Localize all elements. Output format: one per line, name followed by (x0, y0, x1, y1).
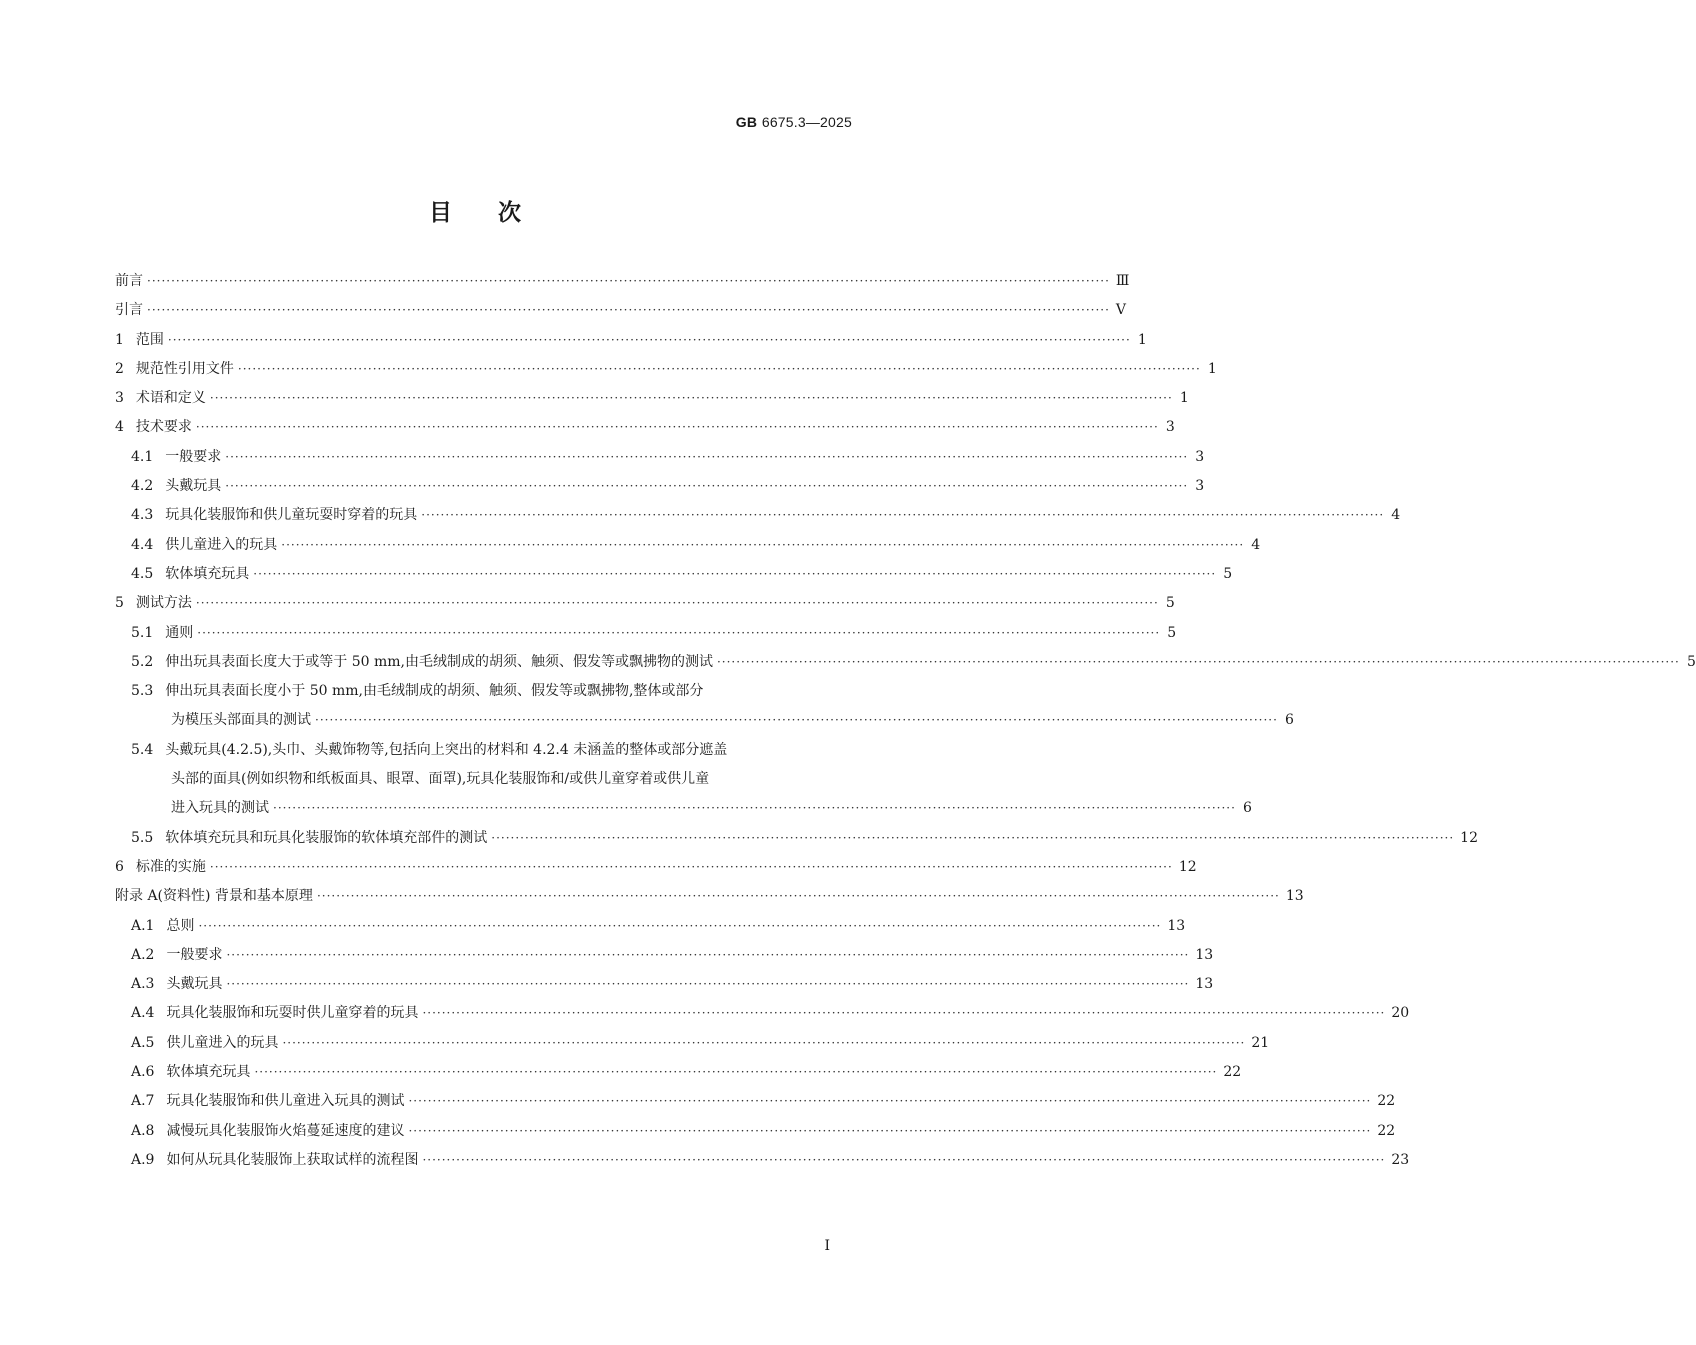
dot-leader: ········································································································································································································ (491, 830, 1455, 845)
toc-entry-s4[interactable] (115, 416, 1175, 445)
toc-entry-label (115, 416, 192, 436)
dot-leader: ········································································································································································································ (282, 1035, 1246, 1050)
toc-entry-page: Ⅴ (1115, 302, 1127, 319)
toc-entry-title: 头戴玩具 (166, 976, 223, 993)
toc-entry-s5-3b[interactable] (115, 709, 1294, 738)
standard-code (736, 114, 852, 131)
toc-entry-page: 23 (1391, 1151, 1410, 1168)
toc-entry-page: 1 (1137, 331, 1147, 348)
toc-entry-number: 2 (115, 360, 124, 377)
toc-entry-label (115, 797, 269, 817)
toc-entry-title: 玩具化装服饰和供儿童玩耍时穿着的玩具 (165, 507, 418, 524)
toc-entry-s5-4c[interactable] (115, 797, 1252, 826)
toc-entry-s6[interactable] (115, 856, 1197, 885)
toc-entry-page: 4 (1391, 507, 1401, 524)
toc-entry-label (115, 1120, 404, 1140)
toc-entry-appA[interactable] (115, 885, 1304, 914)
toc-entry-title: 术语和定义 (135, 390, 206, 407)
toc-entry-a7[interactable] (115, 1090, 1396, 1119)
dot-leader: ········································································································································································································ (225, 449, 1189, 464)
toc-entry-a6[interactable] (115, 1061, 1242, 1090)
dot-leader: ········································································································································································································ (197, 625, 1161, 640)
toc-entry-number: 6 (115, 858, 124, 875)
toc-entry-label (115, 446, 221, 466)
toc-entry-number: A.3 (131, 976, 155, 993)
toc-entry-a9[interactable] (115, 1149, 1410, 1178)
toc-entry-label (115, 973, 222, 993)
toc-entry-label (115, 709, 311, 729)
dot-leader: ········································································································································································································ (209, 859, 1173, 874)
toc-entry-page: 13 (1167, 917, 1186, 934)
toc-entry-page: 3 (1195, 478, 1205, 495)
standard-prefix: GB (735, 114, 758, 130)
toc-entry-label (115, 768, 709, 788)
toc-entry-a3[interactable] (115, 973, 1214, 1002)
dot-leader: ········································································································································································································ (237, 361, 1201, 376)
toc-entry-yinyan[interactable] (115, 299, 1127, 328)
toc-entry-a8[interactable] (115, 1120, 1396, 1149)
toc-entry-title: 范围 (135, 331, 164, 348)
toc-entry-label (115, 387, 206, 407)
toc-entry-page: 6 (1242, 800, 1252, 817)
toc-entry-s5-4b[interactable] (115, 768, 851, 797)
toc-entry-s5-1[interactable] (115, 622, 1177, 651)
toc-entry-label (115, 475, 221, 495)
toc-entry-title: 软体填充玩具和玩具化装服饰的软体填充部件的测试 (165, 829, 488, 846)
toc-entry-page: 12 (1460, 829, 1478, 846)
toc-entry-title: 前言 (115, 273, 143, 289)
toc-entry-title: 供儿童进入的玩具 (165, 536, 278, 553)
toc-entry-s3[interactable] (115, 387, 1189, 416)
toc-entry-label (115, 915, 194, 935)
toc-entry-a1[interactable] (115, 915, 1186, 944)
toc-entry-s5-4a[interactable] (115, 739, 851, 768)
toc-entry-s5-3a[interactable] (115, 680, 851, 709)
toc-entry-label (115, 944, 222, 964)
toc-entry-s4-2[interactable] (115, 475, 1205, 504)
toc-entry-label (115, 651, 713, 671)
toc-entry-title: 玩具化装服饰和供儿童进入玩具的测试 (166, 1093, 405, 1110)
toc-entry-number: A.2 (131, 946, 155, 963)
toc-entry-title: 进入玩具的测试 (171, 800, 269, 817)
dot-leader: ········································································································································································································ (422, 1152, 1386, 1167)
toc-entry-label (115, 1090, 404, 1110)
dot-leader: ········································································································································································································ (167, 332, 1131, 347)
dot-leader: ········································································································································································································ (198, 918, 1162, 933)
toc-entry-number: 5.3 (131, 683, 154, 700)
toc-entry-title: 标准的实施 (135, 858, 206, 875)
toc-entry-page: 5 (1223, 565, 1233, 582)
toc-entry-title: 测试方法 (135, 595, 192, 612)
toc-entry-title: 一般要求 (165, 448, 222, 465)
toc-entry-page: 3 (1195, 448, 1205, 465)
toc-entry-number: 4 (115, 419, 124, 436)
dot-leader: ········································································································································································································ (316, 889, 1280, 904)
dot-leader: ········································································································································································································ (209, 391, 1173, 406)
toc-entry-label (115, 270, 143, 290)
toc-entry-page: 20 (1391, 1005, 1410, 1022)
dot-leader: ········································································································································································································ (315, 713, 1278, 728)
toc-entry-label (115, 563, 249, 583)
toc-entry-title: 一般要求 (166, 946, 223, 963)
toc-entry-number: 5.1 (131, 624, 154, 641)
toc-entry-page: 3 (1165, 419, 1175, 436)
toc-entry-label (115, 299, 143, 319)
toc-entry-page: 5 (1165, 595, 1175, 612)
dot-leader: ········································································································································································································ (422, 1006, 1386, 1021)
toc-entry-title: 头戴玩具(4.2.5),头巾、头戴饰物等,包括向上突出的材料和 4.2.4 未涵盖的整体或部分遮盖 (165, 741, 728, 758)
standard-number: 6675.3—2025 (761, 114, 852, 130)
toc-entry-page: 12 (1178, 858, 1197, 875)
toc-entry-page: 13 (1195, 976, 1214, 993)
toc-entry-number: 1 (115, 331, 124, 348)
toc-entry-a5[interactable] (115, 1032, 1270, 1061)
toc-entry-title: 伸出玩具表面长度小于 50 mm,由毛绒制成的胡须、触须、假发等或飘拂物,整体或部分 (165, 683, 704, 700)
toc-entry-qianyan[interactable] (115, 270, 1130, 299)
toc-entry-number: 4.1 (131, 448, 154, 465)
dot-leader: ········································································································································································································ (408, 1094, 1372, 1109)
toc-entry-label (115, 680, 703, 700)
table-of-contents (115, 270, 1696, 1178)
toc-entry-s5-2[interactable] (115, 651, 1696, 680)
toc-entry-label (115, 739, 727, 759)
toc-entry-number: A.5 (131, 1034, 155, 1051)
dot-leader: ········································································································································································································ (408, 1123, 1372, 1138)
dot-leader: ········································································································································································································ (281, 537, 1245, 552)
toc-entry-a4[interactable] (115, 1002, 1410, 1031)
toc-entry-number: 5.5 (131, 829, 154, 846)
toc-entry-page: 22 (1223, 1064, 1242, 1081)
toc-entry-page: 13 (1285, 888, 1304, 905)
toc-entry-label (115, 534, 277, 554)
toc-entry-title: 软体填充玩具 (166, 1064, 251, 1081)
toc-entry-page: 5 (1686, 653, 1696, 670)
toc-entry-label (115, 1032, 278, 1052)
toc-entry-title: 如何从玩具化装服饰上获取试样的流程图 (166, 1151, 419, 1168)
page-title: 目次 (429, 199, 567, 226)
toc-entry-s4-5[interactable] (115, 563, 1233, 592)
toc-entry-number: A.1 (131, 917, 155, 934)
toc-entry-page: Ⅲ (1115, 273, 1130, 289)
toc-entry-number: A.7 (131, 1093, 155, 1110)
toc-entry-page: 13 (1195, 946, 1214, 963)
toc-entry-title: 减慢玩具化装服饰火焰蔓延速度的建议 (166, 1122, 405, 1139)
toc-entry-page: 22 (1377, 1093, 1396, 1110)
toc-entry-page: 22 (1377, 1122, 1396, 1139)
toc-entry-number: 5.4 (131, 741, 154, 758)
toc-entry-label (115, 1149, 418, 1169)
toc-entry-page: 1 (1207, 360, 1217, 377)
toc-entry-number: 5 (115, 595, 124, 612)
toc-entry-title: 通则 (165, 624, 194, 641)
toc-entry-s4-4[interactable] (115, 534, 1261, 563)
toc-entry-title: 供儿童进入的玩具 (166, 1034, 279, 1051)
toc-entry-label (115, 329, 164, 349)
dot-leader: ········································································································································································································ (147, 303, 1110, 318)
dot-leader: ········································································································································································································ (254, 1065, 1218, 1080)
toc-entry-title: 引言 (115, 302, 143, 319)
dot-leader: ········································································································································································································ (147, 274, 1110, 288)
toc-entry-number: 4.4 (131, 536, 154, 553)
toc-entry-number: A.6 (131, 1064, 155, 1081)
toc-entry-label (115, 885, 313, 905)
toc-entry-title: 技术要求 (135, 419, 192, 436)
toc-entry-label (115, 856, 206, 876)
toc-entry-number: 4.2 (131, 478, 154, 495)
toc-entry-number: A.4 (131, 1005, 155, 1022)
toc-entry-page: 1 (1179, 390, 1189, 407)
toc-entry-a2[interactable] (115, 944, 1214, 973)
toc-entry-number: 4.3 (131, 507, 154, 524)
toc-entry-s4-1[interactable] (115, 446, 1205, 475)
toc-entry-label (115, 827, 487, 847)
toc-entry-title: 伸出玩具表面长度大于或等于 50 mm,由毛绒制成的胡须、触须、假发等或飘拂物的测试 (165, 653, 713, 670)
toc-entry-number: A.8 (131, 1122, 155, 1139)
toc-entry-label (115, 1002, 418, 1022)
dot-leader: ········································································································································································································ (273, 801, 1236, 816)
toc-entry-s5[interactable] (115, 592, 1175, 621)
toc-entry-title: 头戴玩具 (165, 478, 222, 495)
dot-leader: ········································································································································································································ (253, 566, 1217, 581)
dot-leader: ········································································································································································································ (716, 654, 1680, 669)
toc-entry-s5-5[interactable] (115, 827, 1478, 856)
toc-entry-label (115, 1061, 250, 1081)
toc-entry-page: 21 (1251, 1034, 1270, 1051)
dot-leader: ········································································································································································································ (226, 947, 1190, 962)
toc-entry-label (115, 504, 417, 524)
page-number: I (824, 1238, 830, 1254)
toc-entry-s2[interactable] (115, 358, 1217, 387)
toc-entry-page: 5 (1167, 624, 1177, 641)
toc-entry-number: 4.5 (131, 565, 154, 582)
toc-entry-title: 规范性引用文件 (135, 360, 234, 377)
dot-leader: ········································································································································································································ (421, 508, 1385, 523)
toc-entry-title: 玩具化装服饰和玩耍时供儿童穿着的玩具 (166, 1005, 419, 1022)
toc-entry-s1[interactable] (115, 329, 1147, 358)
toc-entry-title: 为模压头部面具的测试 (171, 712, 311, 729)
toc-entry-page: 4 (1251, 536, 1261, 553)
toc-entry-number: A.9 (131, 1151, 155, 1168)
toc-entry-label (115, 592, 192, 612)
dot-leader: ········································································································································································································ (225, 479, 1189, 494)
toc-entry-number: 5.2 (131, 653, 154, 670)
dot-leader: ········································································································································································································ (226, 977, 1190, 992)
toc-entry-title: 总则 (166, 917, 195, 934)
toc-entry-label (115, 622, 193, 642)
toc-entry-number: 3 (115, 390, 124, 407)
toc-entry-s4-3[interactable] (115, 504, 1401, 533)
dot-leader: ········································································································································································································ (195, 420, 1159, 435)
toc-entry-title: 软体填充玩具 (165, 565, 250, 582)
dot-leader: ········································································································································································································ (195, 596, 1159, 611)
toc-entry-label (115, 358, 234, 378)
toc-entry-title: 附录 A(资料性) 背景和基本原理 (115, 888, 313, 905)
toc-entry-title: 头部的面具(例如织物和纸板面具、眼罩、面罩),玩具化装服饰和/或供儿童穿着或供儿童 (171, 771, 710, 788)
toc-entry-page: 6 (1284, 712, 1294, 729)
